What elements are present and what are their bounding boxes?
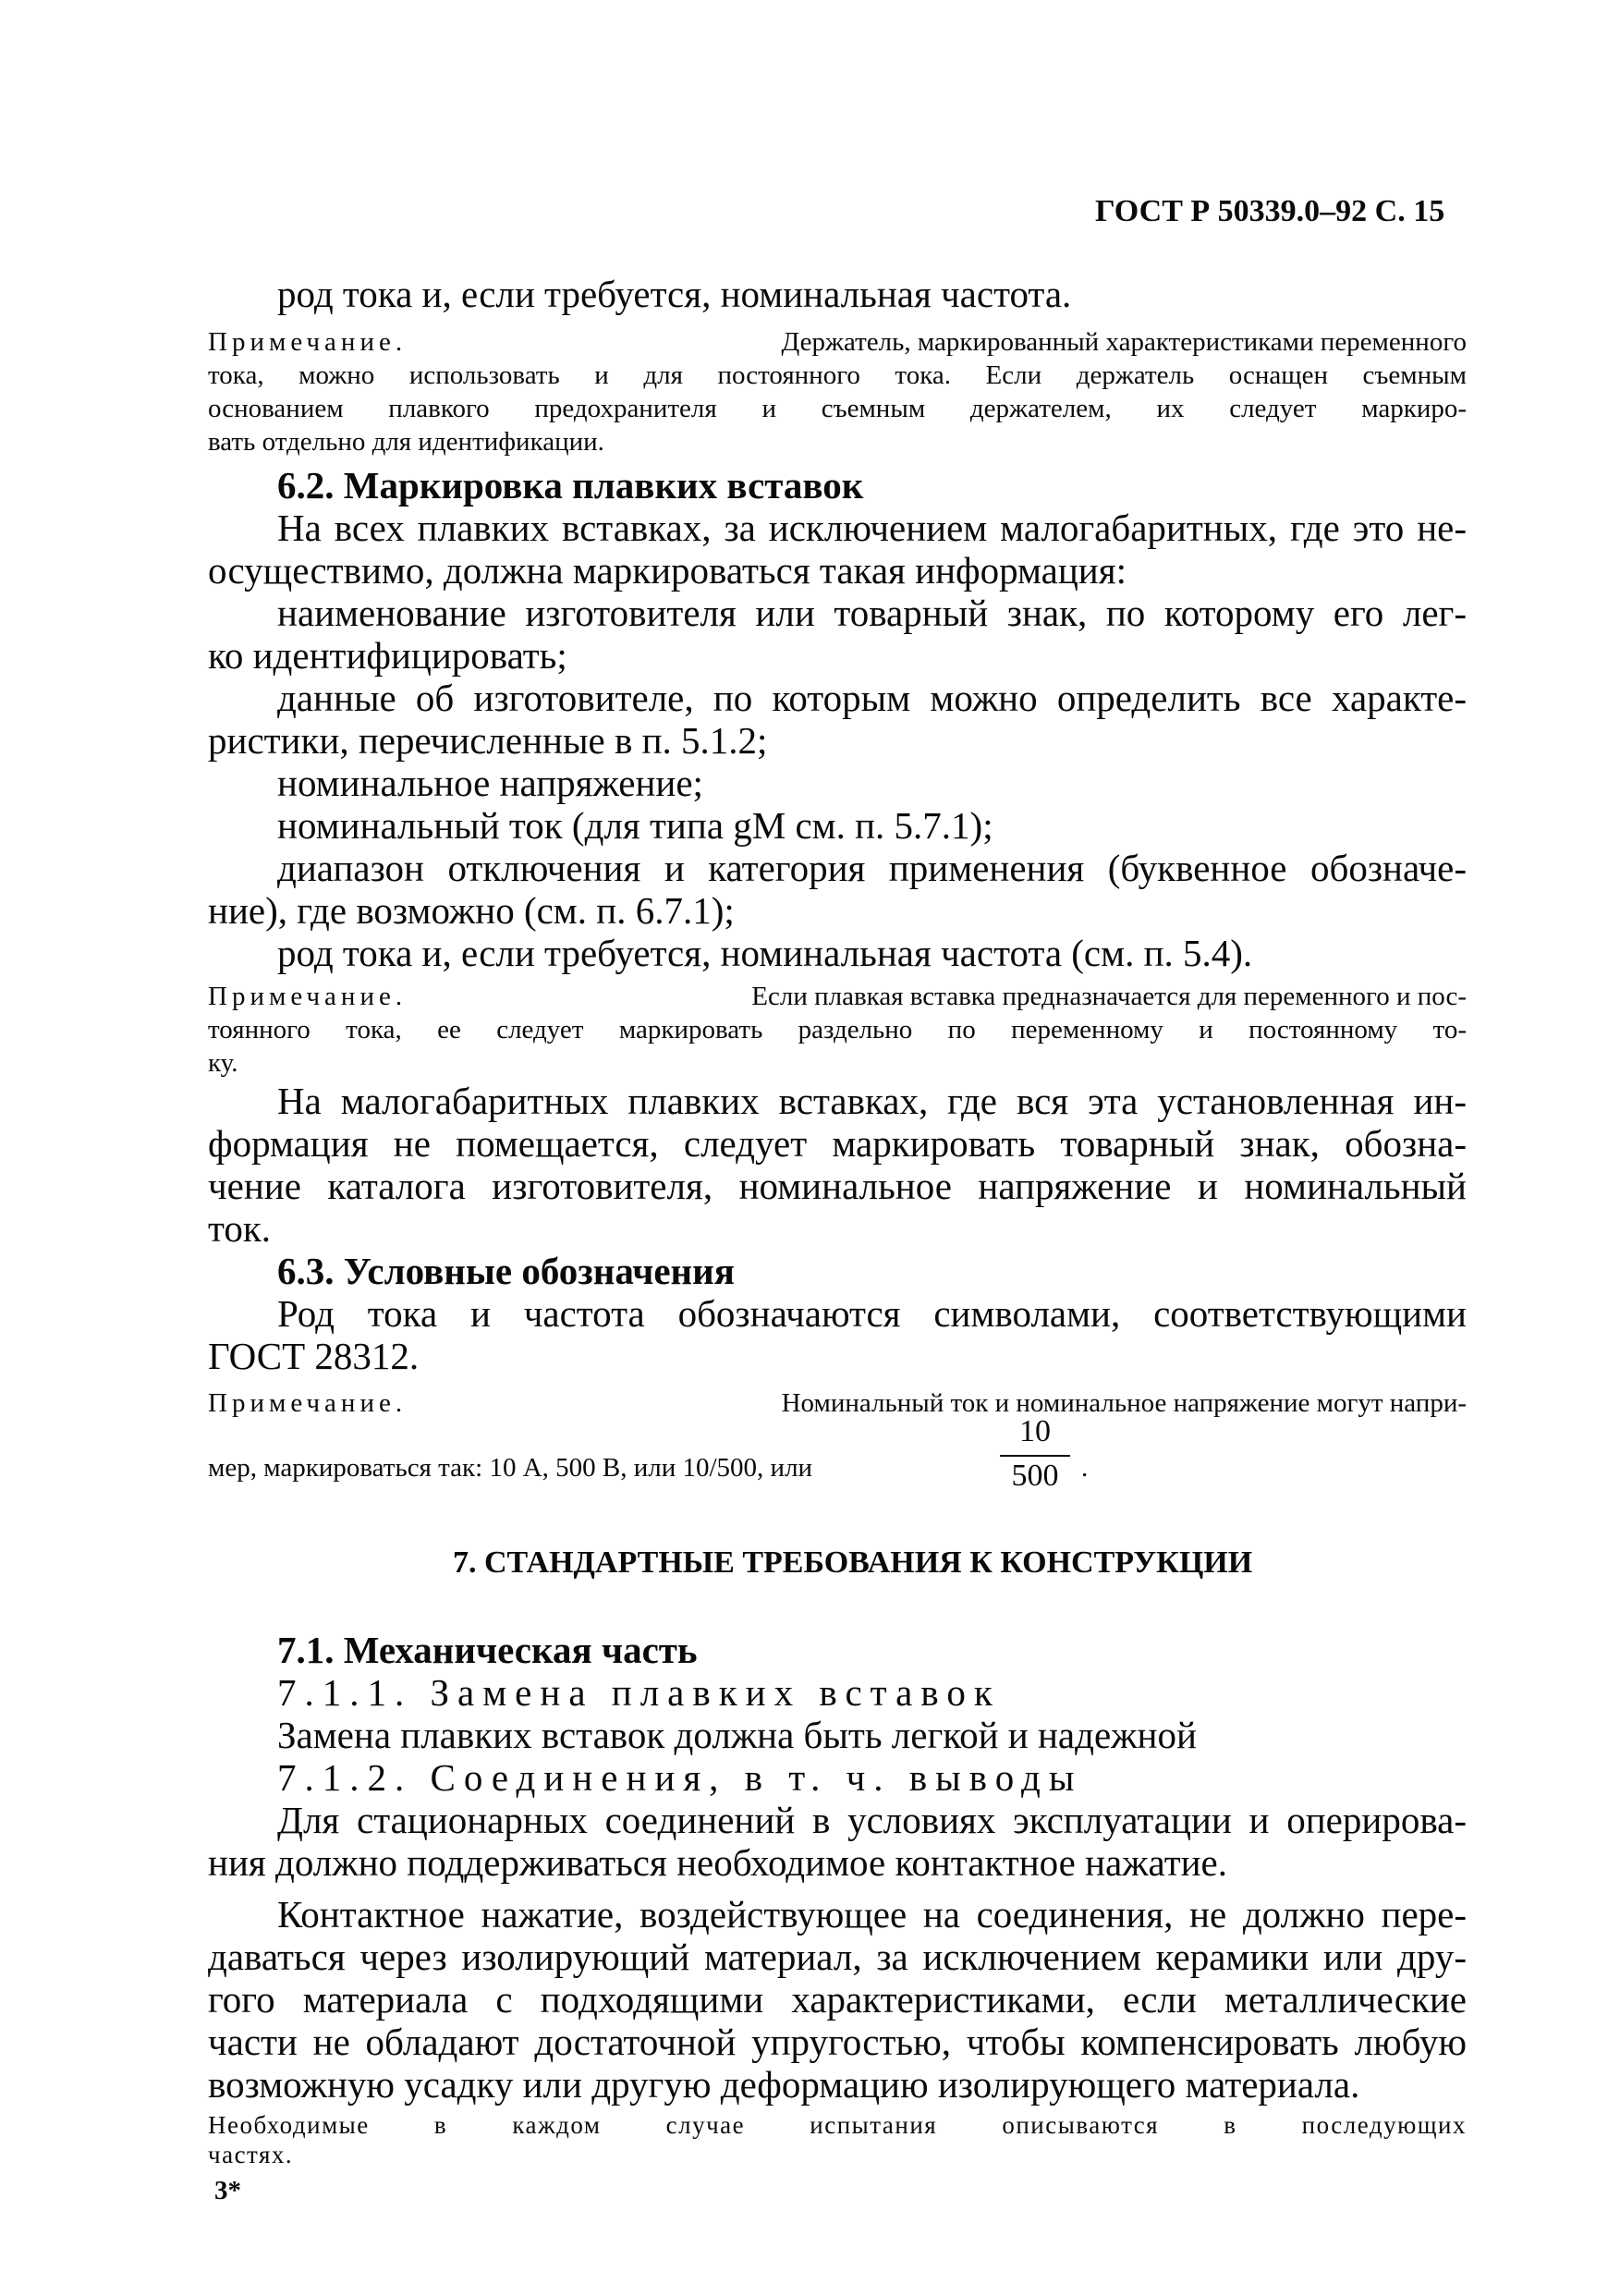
note-label: Примечание. (208, 982, 408, 1011)
text-line: род тока и, если требуется, номинальная частота. (277, 273, 1072, 315)
text-line: чение каталога изготовителя, номинальное напряжение и номинальный (208, 1165, 1467, 1207)
subsection-heading-7-1-2: 7.1.2. Соединения, в т. ч. выводы (277, 1756, 1083, 1799)
note-line: ку. (208, 1048, 238, 1078)
note-label: Примечание. (208, 1388, 408, 1418)
list-item: ко идентифицировать; (208, 634, 567, 677)
text-line: гого материала с подходящими характеристиками, если металлические (208, 1978, 1467, 2021)
fraction-numerator: 10 (1019, 1414, 1051, 1448)
note-line: мер, маркироваться так: 10 А, 500 В, или 10/500, или (208, 1453, 813, 1483)
list-item: наименование изготовителя или товарный знак, по которому его лег- (277, 592, 1467, 634)
note-line: тока, можно использовать и для постоянного тока. Если держатель оснащен съемным (208, 360, 1467, 390)
note-line (208, 1386, 1467, 1420)
text-line: части не обладают достаточной упругостью, чтобы компенсировать любую (208, 2021, 1467, 2063)
note-text: Если плавкая вставка предназначается для переменного и пос- (751, 982, 1467, 1011)
note-line (208, 325, 1467, 359)
note-line: . (1081, 1453, 1089, 1483)
list-item: диапазон отключения и категория применения (буквенное обозначе- (277, 847, 1467, 889)
list-item: номинальное напряжение; (277, 762, 703, 804)
text-line: Замена плавких вставок должна быть легкой и надежной (277, 1714, 1197, 1756)
note-text: Держатель, маркированный характеристиками переменного (781, 327, 1467, 357)
list-item: ристики, перечисленные в п. 5.1.2; (208, 719, 768, 762)
section-heading-7-1: 7.1. Механическая часть (277, 1629, 698, 1671)
section-heading-6-3: 6.3. Условные обозначения (277, 1250, 735, 1292)
list-item: данные об изготовителе, по которым можно определить все характе- (277, 677, 1467, 719)
section-title-7: 7. СТАНДАРТНЫЕ ТРЕБОВАНИЯ К КОНСТРУКЦИИ (453, 1545, 1253, 1580)
text-line: На малогабаритных плавких вставках, где вся эта установленная ин- (277, 1080, 1467, 1122)
text-line: ния должно поддерживаться необходимое контактное нажатие. (208, 1841, 1227, 1884)
note-label: Примечание. (208, 327, 408, 357)
note-line: вать отдельно для идентификации. (208, 427, 604, 457)
note-line (208, 980, 1467, 1013)
text-line: ГОСТ 28312. (208, 1335, 420, 1377)
text-line: ток. (208, 1207, 272, 1250)
page-mark: 3* (214, 2176, 241, 2205)
list-item: род тока и, если требуется, номинальная частота (см. п. 5.4). (277, 932, 1253, 974)
fraction-denominator: 500 (1011, 1459, 1059, 1493)
text-line: формация не помещается, следует маркировать товарный знак, обозна- (208, 1122, 1467, 1165)
note-text: Номинальный ток и номинальное напряжение могут напри- (781, 1388, 1467, 1418)
text-line: даваться через изолирующий материал, за исключением керамики или дру- (208, 1936, 1467, 1978)
section-heading-6-2: 6.2. Маркировка плавких вставок (277, 464, 864, 507)
text-line: Контактное нажатие, воздействующее на соединения, не должно пере- (277, 1893, 1467, 1936)
text-line: На всех плавких вставках, за исключением малогабаритных, где это не- (277, 507, 1467, 549)
list-item: ние), где возможно (см. п. 6.7.1); (208, 889, 735, 932)
text-line: осуществимо, должна маркироваться такая информация: (208, 549, 1127, 592)
small-text-line: Необходимые в каждом случае испытания описываются в последующих (208, 2111, 1467, 2139)
subsection-heading-7-1-1: 7.1.1. Замена плавких вставок (277, 1671, 1001, 1714)
running-title: ГОСТ Р 50339.0–92 С. 15 (1095, 194, 1445, 228)
small-text-line: частях. (208, 2141, 294, 2168)
text-line: Род тока и частота обозначаются символами, соответствующими (277, 1292, 1467, 1335)
text-line: возможную усадку или другую деформацию изолирующего материала. (208, 2063, 1360, 2106)
text-line: Для стационарных соединений в условиях эксплуатации и оперирова- (277, 1799, 1467, 1841)
fraction-bar (1000, 1455, 1070, 1457)
note-line: основанием плавкого предохранителя и съемным держателем, их следует маркиро- (208, 394, 1467, 423)
note-line: тоянного тока, ее следует маркировать раздельно по переменному и постоянному то- (208, 1015, 1467, 1044)
list-item: номинальный ток (для типа gM см. п. 5.7.1); (277, 804, 993, 847)
